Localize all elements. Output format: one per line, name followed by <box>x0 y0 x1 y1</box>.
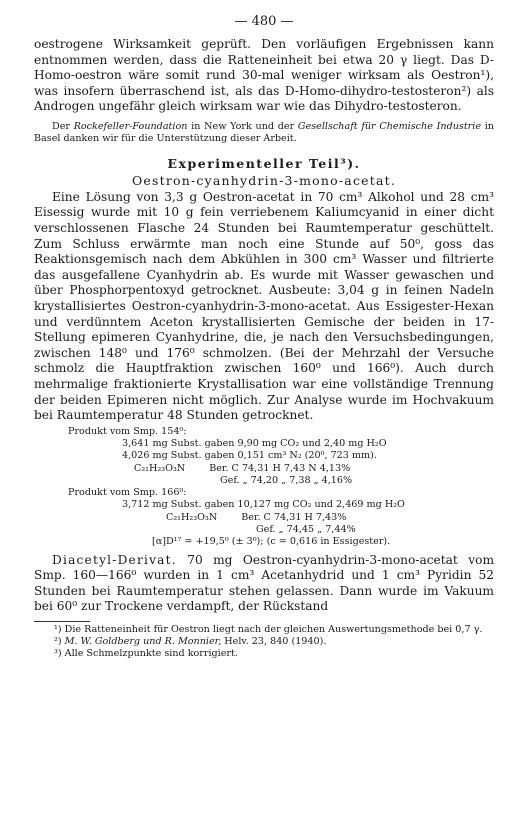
footnote-3: ³) Alle Schmelzpunkte sind korrigiert. <box>54 648 238 660</box>
product2-calculated: Ber. C 74,31 H 7,43% <box>241 511 347 523</box>
ack-foundation: Rockefeller-Foundation <box>73 120 188 132</box>
product1-found: Gef. „ 74,20 „ 7,38 „ 4,16% <box>220 474 353 486</box>
footnotes <box>34 624 494 661</box>
footnote-2-marker: ²) <box>54 636 65 648</box>
product2-found: Gef. „ 74,45 „ 7,44% <box>256 524 356 536</box>
ack-society: Gesellschaft für Chemische Industrie <box>297 120 482 132</box>
footnote-rule <box>34 621 90 622</box>
product2-calc-row <box>166 512 494 524</box>
ack-text-3: in Basel danken wir für die Unterstützung dieser Arbeit. <box>34 120 494 145</box>
document-page <box>34 14 494 661</box>
subsection-heading: Oestron-cyanhydrin-3-mono-acetat. <box>131 172 397 188</box>
product1-label: Produkt vom Smp. 154⁰: <box>68 425 187 437</box>
product2-label: Produkt vom Smp. 166⁰: <box>68 487 187 499</box>
footnote-2-authors: M. W. Goldberg und R. Monnier, <box>64 636 222 648</box>
optical-rotation: [α]D¹⁷ = +19,5⁰ (± 3⁰); (c = 0,616 in Essigester). <box>152 536 391 548</box>
analysis-block <box>34 426 494 549</box>
ack-text-1: Der <box>52 120 74 132</box>
product1-calc-row <box>134 463 494 475</box>
ack-text-2: in New York und der <box>187 120 298 132</box>
product1-calculated: Ber. C 74,31 H 7,43 N 4,13% <box>209 462 351 474</box>
product2-combustion: 3,712 mg Subst. gaben 10,127 mg CO₂ und 2,469 mg H₂O <box>122 499 405 511</box>
diacetyl-text: 70 mg Oestron-cyanhydrin-3-mono-acetat vom Smp. 160—166⁰ wurden in 1 cm³ Acetanhydrid und 1 cm³ Pyridin 52 Stunden bei Raumtemperatur stehen gelassen. Dann wurde im Vakuum bei 60⁰ zur Trockene verdampft, der Rückstand <box>34 552 494 614</box>
diacetyl-paragraph <box>34 553 494 615</box>
section-heading: Experimenteller Teil³). <box>167 155 361 171</box>
diacetyl-heading: Diacetyl-Derivat. <box>52 552 177 567</box>
product1-combustion: 3,641 mg Subst. gaben 9,90 mg CO₂ und 2,40 mg H₂O <box>122 437 387 449</box>
page-number: — 480 — <box>234 14 294 29</box>
footnote-1: ¹) Die Ratteneinheit für Oestron liegt nach der gleichen Auswertungsmethode bei 0,7 γ. <box>54 624 483 636</box>
footnote-2-reference: Helv. 23, 840 (1940). <box>221 636 327 648</box>
formula-2: C₂₁H₂₃O₃N <box>166 511 218 523</box>
acknowledgement-note <box>34 121 494 146</box>
intro-paragraph: oestrogene Wirksamkeit geprüft. Den vorläufigen Ergebnissen kann entnommen werden, dass die Ratteneinheit bei etwa 20 γ liegt. Das D-Homo-oestron wäre somit rund 30-mal weniger wirksam als Oestron¹), was insofern überraschend ist, als das D-Homo-dihydro-testosteron²) als Androgen ungefähr gleich wirksam war wie das Dihydro-testosteron. <box>34 37 494 114</box>
footnote-2 <box>34 636 494 648</box>
main-paragraph: Eine Lösung von 3,3 g Oestron-acetat in 70 cm³ Alkohol und 28 cm³ Eisessig wurde mit 10 g fein verriebenem Kaliumcyanid in einer dicht verschlossenen Flasche 24 Stunden bei Raumtemperatur geschüttelt. Zum Schluss erwärmte man noch eine Stunde auf 50⁰, goss das Reaktionsgemisch nach dem Abkühlen in 300 cm³ Wasser und filtrierte das ausgefallene Cyanhydrin ab. Es wurde mit Wasser gewaschen und über Phosphorpentoxyd getrocknet. Ausbeute: 3,04 g in feinen Nadeln krystallisiertes Oestron-cyanhydrin-3-mono-acetat. Aus Essigester-Hexan und verdünntem Aceton krystallisierten Gemische der beiden in 17-Stellung epimeren Cyanhydrine, die, je nach den Versuchsbedingungen, zwischen 148⁰ und 176⁰ schmolzen. (Bei der Mehrzahl der Versuche schmolz die Hauptfraktion zwischen 160⁰ und 166⁰). Auch durch mehrmalige fraktionierte Krystallisation war eine vollständige Trennung der beiden Epimeren nicht möglich. Zur Analyse wurde im Hochvakuum bei Raumtemperatur 48 Stunden getrocknet. <box>34 189 494 423</box>
product1-nitrogen: 4,026 mg Subst. gaben 0,151 cm³ N₂ (20⁰, 723 mm). <box>122 450 377 462</box>
formula-1: C₂₁H₂₃O₃N <box>134 462 186 474</box>
